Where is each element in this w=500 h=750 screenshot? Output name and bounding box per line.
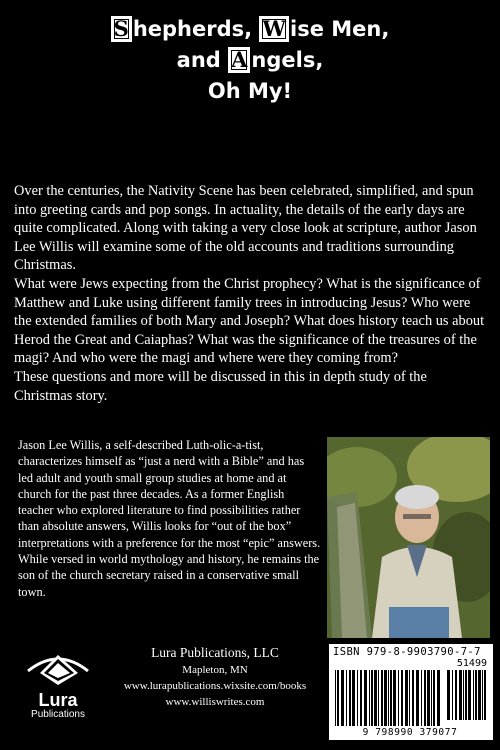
barcode-bar	[455, 670, 457, 720]
barcode-bar	[463, 670, 464, 720]
logo-brand-text: Lura	[38, 690, 78, 710]
barcode-bar	[452, 670, 453, 720]
title-line-2	[0, 45, 500, 76]
barcode-addon-bars	[447, 670, 487, 720]
description-paragraph-2: What were Jews expecting from the Christ prophecy? What is the significance of Matthew and Luke using different family trees in introducing Jesus? Who were the extended families of both Mary and Joseph? What does history teach us about Herod the Great and Caiaphas? What was the significance of the treasures of the magi? And who were the magi and where were they coming from?	[14, 275, 485, 367]
publisher-url-1: www.lurapublications.wixsite.com/books	[123, 680, 307, 692]
description-paragraph-3: These questions and more will be discussed in this in depth study of the Christmas story.	[14, 368, 427, 404]
barcode-bar	[335, 670, 336, 726]
barcode-bar	[433, 670, 435, 726]
publisher-logo	[20, 645, 96, 725]
barcode-bar	[427, 670, 430, 726]
barcode-bar	[447, 670, 450, 720]
publisher-info	[110, 644, 320, 710]
publisher-name: Lura Publications, LLC	[151, 645, 279, 660]
barcode-bar	[437, 670, 440, 726]
barcode-bar	[416, 670, 419, 726]
title-initial-s: S	[111, 16, 132, 42]
barcode-bar	[412, 670, 414, 726]
barcode-bar	[484, 670, 486, 720]
title-initial-w: W	[259, 16, 289, 42]
barcode-bar	[475, 670, 477, 720]
barcode-bar	[388, 670, 389, 726]
title-word-ise-men: ise Men,	[290, 17, 390, 41]
book-logo-icon	[20, 645, 96, 691]
price-code: 51499	[456, 658, 487, 669]
barcode-bar	[405, 670, 408, 726]
barcode-bar	[352, 670, 355, 726]
barcode-bar	[424, 670, 426, 726]
description-paragraph-1: Over the centuries, the Nativity Scene has been celebrated, simplified, and spun into greeting cards and pop songs. In actuality, the details of the early days are quite complicated. Along with taking a very close look at scripture, author Jason Lee Willis will examine some of the old accounts and traditions surrounding Christmas.	[14, 183, 477, 274]
barcode-bar	[398, 670, 399, 726]
author-bio: Jason Lee Willis, a self-described Luth-olic-a-tist, characterizes himself as “just a nerd with a Bible” and has led adult and youth small group studies at home and at church for the past three decades. As a former English teacher who explored literature to find possibilities rather than absolute answers, Willis looks for “out of the box” interpretations with a preference for the most “epic” answers. While versed in world mythology and history, he remains the son of the church secretary raised in a conservative small town.	[18, 438, 321, 599]
title-line-1	[0, 14, 500, 45]
title-word-hepherds: hepherds,	[132, 17, 260, 41]
barcode-bar	[357, 670, 358, 726]
barcode-bar	[401, 670, 403, 726]
author-photo	[327, 437, 490, 638]
barcode-bar	[459, 670, 462, 720]
isbn-barcode	[329, 644, 493, 740]
title-line-3: Oh My!	[207, 79, 293, 103]
logo-brand-subtext: Publications	[31, 709, 85, 720]
barcode-bar	[374, 670, 377, 726]
barcode-bar	[378, 670, 379, 726]
barcode-digits: 9 798990 379077	[362, 727, 458, 738]
title-word-ngels: ngels,	[251, 48, 324, 72]
barcode-bars	[335, 670, 443, 726]
title-word-and: and	[176, 48, 229, 72]
book-description	[14, 182, 486, 405]
barcode-bar	[346, 670, 347, 726]
barcode-bar	[369, 670, 370, 726]
barcode-bar	[337, 670, 339, 726]
barcode-bar	[364, 670, 367, 726]
barcode-bar	[381, 670, 383, 726]
barcode-bar	[349, 670, 351, 726]
isbn-label: ISBN 979-8-9903790-7-7	[333, 646, 481, 658]
title-initial-a: A	[228, 47, 250, 73]
barcode-bar	[384, 670, 387, 726]
barcode-bar	[341, 670, 344, 726]
book-title	[0, 14, 500, 107]
publisher-url-2: www.williswrites.com	[165, 696, 265, 708]
barcode-bar	[478, 670, 481, 720]
barcode-bar	[465, 670, 467, 720]
barcode-bar	[468, 670, 471, 720]
barcode-bar	[390, 670, 392, 726]
barcode-bar	[393, 670, 396, 726]
publisher-city: Mapleton, MN	[182, 664, 248, 676]
barcode-bar	[360, 670, 362, 726]
barcode-bar	[421, 670, 422, 726]
author-photo-illustration	[327, 437, 490, 638]
barcode-bar	[371, 670, 373, 726]
barcode-bar	[473, 670, 474, 720]
barcode-bar	[409, 670, 410, 726]
barcode-bar	[482, 670, 483, 720]
barcode-bar	[431, 670, 432, 726]
